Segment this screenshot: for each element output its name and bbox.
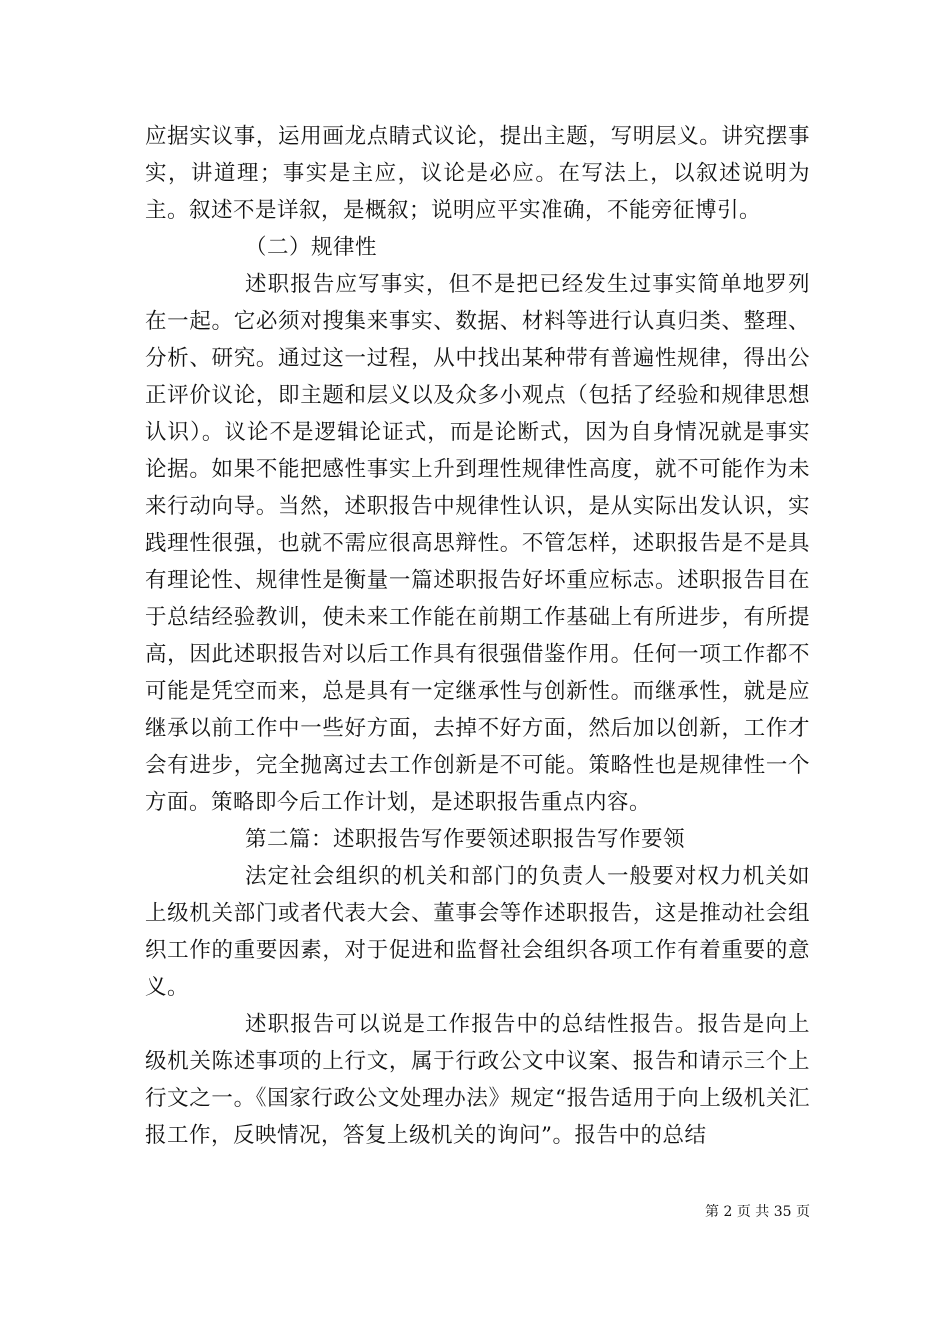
paragraph-continuation: 应据实议事，运用画龙点睛式议论，提出主题，写明层义。讲究摆事实，讲道理；事实是主应，议论是必应。在写法上，以叙述说明为主。叙述不是详叙，是概叙；说明应平实准确，不能旁征博引。 [145, 124, 810, 223]
section-heading-regularity: （二）规律性 [245, 235, 378, 260]
paragraph-regularity: 述职报告应写事实，但不是把已经发生过事实简单地罗列在一起。它必须对搜集来事实、数据、材料等进行认真归类、整理、分析、研究。通过这一过程，从中找出某种带有普遍性规律，得出公正评价议论，即主题和层义以及众多小观点（包括了经验和规律思想认识）。议论不是逻辑论证式，而是论断式，因为自身情况就是事实论据。如果不能把感性事实上升到理性规律性高度，就不可能作为未来行动向导。当然，述职报告中规律性认识，是从实际出发认识，实践理性很强，也就不需应很高思辩性。不管怎样，述职报告是不是具有理论性、规律性是衡量一篇述职报告好坏重应标志。述职报告目在于总结经验教训，使未来工作能在前期工作基础上有所进步，有所提高，因此述职报告对以后工作具有很强借鉴作用。任何一项工作都不可能是凭空而来，总是具有一定继承性与创新性。而继承性，就是应继承以前工作中一些好方面，去掉不好方面，然后加以创新，工作才会有进步，完全抛离过去工作创新是不可能。策略性也是规律性一个方面。策略即今后工作计划，是述职报告重点内容。 [145, 272, 810, 815]
article-title-second: 第二篇：述职报告写作要领述职报告写作要领 [245, 827, 686, 852]
paragraph-definition: 述职报告可以说是工作报告中的总结性报告。报告是向上级机关陈述事项的上行文，属于行政公文中议案、报告和请示三个上行文之一。《国家行政公文处理办法》规定“报告适用于向上级机关汇报工作，反映情况，答复上级机关的询问”。报告中的总结 [145, 1012, 810, 1148]
page-number-footer: 第 2 页 共 35 页 [705, 1204, 810, 1220]
document-body [145, 118, 810, 1154]
paragraph-intro: 法定社会组织的机关和部门的负责人一般要对权力机关如上级机关部门或者代表大会、董事会等作述职报告，这是推动社会组织工作的重要因素，对于促进和监督社会组织各项工作有着重要的意义。 [145, 864, 810, 1000]
